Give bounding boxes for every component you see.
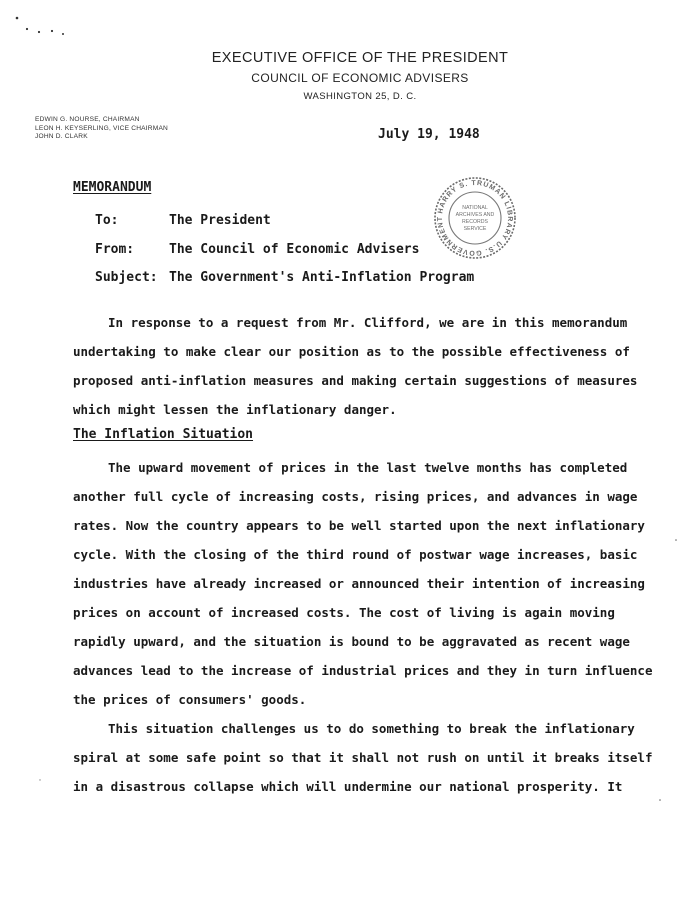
paragraph-line: industries have already increased or announced their intention of increasing (73, 576, 645, 591)
memo-heading: MEMORANDUM (73, 180, 152, 195)
situation-paragraph (73, 453, 653, 714)
staff-member: JOHN D. CLARK (35, 133, 88, 140)
paragraph-line: rapidly upward, and the situation is bound to be aggravated as recent wage (73, 634, 630, 649)
subject-label: Subject: (95, 270, 158, 285)
paragraph-line: spiral at some safe point so that it shall not rush on until it breaks itself (73, 750, 653, 765)
paragraph-line: another full cycle of increasing costs, rising prices, and advances in wage (73, 489, 638, 504)
section-heading-inflation: The Inflation Situation (73, 427, 254, 442)
to-label: To: (95, 213, 119, 228)
subject-value: The Government's Anti-Inflation Program (169, 270, 475, 285)
from-value: The Council of Economic Advisers (169, 242, 420, 257)
staff-vice-chairman: LEON H. KEYSERLING, VICE CHAIRMAN (35, 124, 169, 132)
letterhead-council: COUNCIL OF ECONOMIC ADVISERS (251, 71, 469, 85)
stamp-line-4: SERVICE (463, 226, 487, 232)
paragraph-line: This situation challenges us to do something to break the inflationary (108, 721, 635, 736)
paragraph-line: prices on account of increased costs. The cost of living is again moving (73, 605, 615, 620)
stamp-line-1: NATIONAL (462, 205, 488, 211)
paragraph-line: the prices of consumers' goods. (73, 692, 307, 707)
paragraph-line: advances lead to the increase of industrial prices and they in turn influence (73, 663, 653, 678)
paragraph-line: In response to a request from Mr. Clifford, we are in this memorandum (108, 315, 628, 330)
intro-paragraph (73, 308, 638, 424)
paragraph-line: in a disastrous collapse which will undermine our national prosperity. It (73, 779, 623, 794)
paragraph-line: cycle. With the closing of the third round of postwar wage increases, basic (73, 547, 638, 562)
paragraph-line: The upward movement of prices in the last twelve months has completed (108, 460, 628, 475)
staff-chairman: EDWIN G. NOURSE, CHAIRMAN (35, 116, 140, 123)
paragraph-line: rates. Now the country appears to be well started upon the next inflationary (73, 518, 645, 533)
letterhead-office: EXECUTIVE OFFICE OF THE PRESIDENT (211, 50, 509, 66)
staff-list (35, 116, 168, 142)
stamp-ring-text: HARRY S. TRUMAN LIBRARY U.S. GOVERNMENT (436, 179, 514, 257)
archive-stamp (432, 175, 518, 261)
letterhead-address: WASHINGTON 25, D. C. (303, 91, 417, 102)
to-value: The President (169, 213, 271, 228)
challenge-paragraph (73, 714, 653, 801)
paragraph-line: undertaking to make clear our position as to the possible effectiveness of (73, 344, 630, 359)
paragraph-line: which might lessen the inflationary danger. (73, 402, 397, 417)
memo-date: July 19, 1948 (378, 127, 480, 142)
paragraph-line: proposed anti-inflation measures and making certain suggestions of measures (73, 373, 638, 388)
stamp-line-2: ARCHIVES AND (455, 212, 495, 218)
from-label: From: (95, 242, 135, 257)
stamp-line-3: RECORDS (462, 219, 488, 225)
